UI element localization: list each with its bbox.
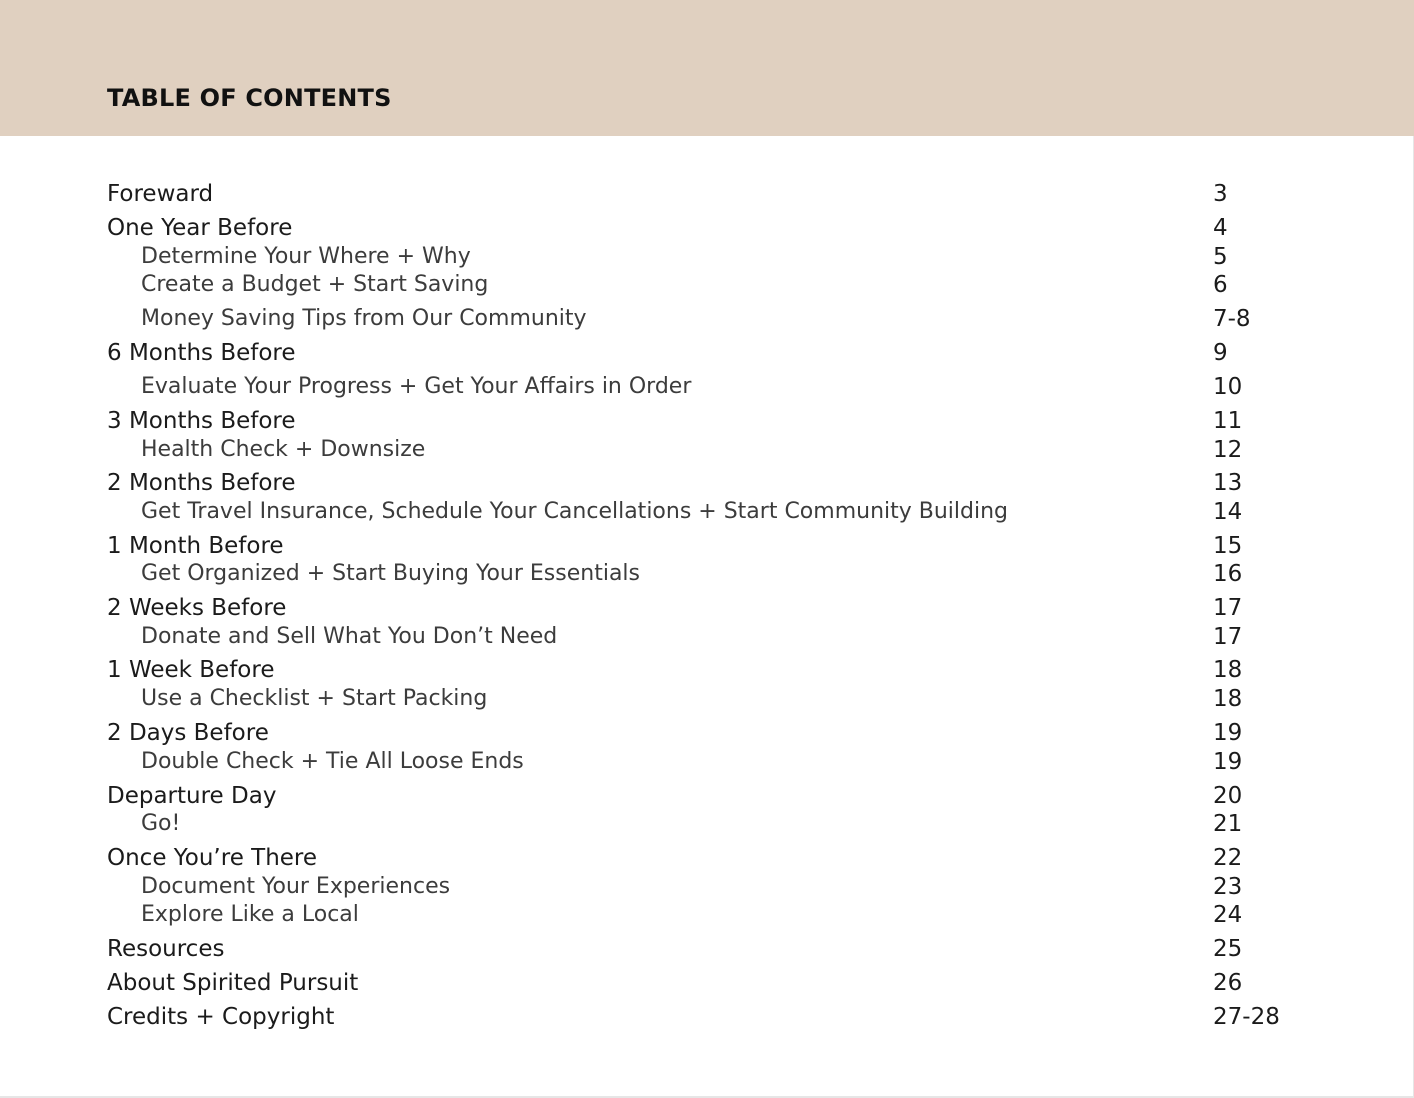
toc-entry-page: 26 (1213, 970, 1243, 996)
toc-entry-page: 25 (1213, 936, 1243, 962)
toc-subentry-page: 12 (1213, 437, 1243, 463)
toc-entry[interactable] (0, 968, 1414, 998)
toc-subentry-page: 16 (1213, 561, 1243, 587)
toc-subentry-page: 23 (1213, 874, 1243, 900)
toc-entry[interactable] (0, 655, 1414, 685)
toc-subentry-title: Go! (141, 811, 181, 836)
toc-subentry[interactable] (0, 559, 1414, 589)
toc-entry-page: 11 (1213, 408, 1243, 434)
toc-entry-title: 3 Months Before (107, 408, 296, 434)
toc-entry-title: One Year Before (107, 215, 293, 241)
toc-entry-title: 1 Month Before (107, 533, 284, 559)
toc-subentry-page: 17 (1213, 624, 1243, 650)
toc-entry-page: 15 (1213, 533, 1243, 559)
toc-entry-title: 6 Months Before (107, 340, 296, 366)
toc-subentry-page: 19 (1213, 749, 1243, 775)
toc-subentry-page: 10 (1213, 374, 1243, 400)
toc-subentry-page: 5 (1213, 244, 1228, 270)
toc-entry-title: 2 Weeks Before (107, 595, 287, 621)
toc-entry-page: 18 (1213, 657, 1243, 683)
toc-entry[interactable] (0, 781, 1414, 811)
toc-subentry-title: Health Check + Downsize (141, 437, 426, 462)
toc-entry[interactable] (0, 531, 1414, 561)
toc-subentry[interactable] (0, 435, 1414, 465)
toc-subentry[interactable] (0, 622, 1414, 652)
toc-entry-page: 3 (1213, 181, 1228, 207)
toc-subentry-page: 24 (1213, 902, 1243, 928)
toc-subentry-page: 6 (1213, 272, 1228, 298)
toc-entry-page: 27-28 (1213, 1004, 1280, 1030)
toc-entry-page: 4 (1213, 215, 1228, 241)
toc-subentry[interactable] (0, 372, 1414, 402)
toc-subentry-page: 7-8 (1213, 306, 1251, 332)
toc-subentry-title: Donate and Sell What You Don’t Need (141, 624, 558, 649)
toc-subentry[interactable] (0, 270, 1414, 300)
toc-entry-title: 2 Months Before (107, 470, 296, 496)
toc-entry[interactable] (0, 338, 1414, 368)
toc-subentry-title: Document Your Experiences (141, 874, 451, 899)
toc-subentry-title: Determine Your Where + Why (141, 244, 471, 269)
toc-entry-title: Once You’re There (107, 845, 318, 871)
toc-subentry-title: Money Saving Tips from Our Community (141, 306, 587, 331)
toc-entry-title: 2 Days Before (107, 720, 269, 746)
toc-entry-title: Resources (107, 936, 225, 962)
toc-entry-title: Departure Day (107, 783, 277, 809)
toc-entry-page: 9 (1213, 340, 1228, 366)
toc-entry-title: Foreward (107, 181, 214, 207)
toc-entry[interactable] (0, 934, 1414, 964)
toc-subentry-title: Double Check + Tie All Loose Ends (141, 749, 524, 774)
toc-entry[interactable] (0, 1002, 1414, 1032)
toc-subentry-page: 14 (1213, 499, 1243, 525)
toc-entry[interactable] (0, 843, 1414, 873)
toc-subentry-page: 21 (1213, 811, 1243, 837)
toc-entry-title: About Spirited Pursuit (107, 970, 359, 996)
toc-subentry[interactable] (0, 684, 1414, 714)
toc-subentry[interactable] (0, 900, 1414, 930)
toc-subentry-page: 18 (1213, 686, 1243, 712)
toc-entry-title: Credits + Copyright (107, 1004, 335, 1030)
toc-subentry[interactable] (0, 497, 1414, 527)
toc-entry[interactable] (0, 718, 1414, 748)
toc-subentry-title: Evaluate Your Progress + Get Your Affairs in Order (141, 374, 692, 399)
toc-entry[interactable] (0, 213, 1414, 243)
toc-subentry-title: Explore Like a Local (141, 902, 359, 927)
toc-entry[interactable] (0, 406, 1414, 436)
toc-entry[interactable] (0, 179, 1414, 209)
toc-entry[interactable] (0, 593, 1414, 623)
toc-entry[interactable] (0, 468, 1414, 498)
header-band (0, 0, 1414, 136)
toc-entry-page: 13 (1213, 470, 1243, 496)
toc-subentry[interactable] (0, 872, 1414, 902)
toc-entry-page: 17 (1213, 595, 1243, 621)
toc-entry-page: 20 (1213, 783, 1243, 809)
page-title: TABLE OF CONTENTS (107, 84, 392, 112)
toc-subentry-title: Use a Checklist + Start Packing (141, 686, 488, 711)
toc-subentry-title: Create a Budget + Start Saving (141, 272, 489, 297)
toc-entry-title: 1 Week Before (107, 657, 275, 683)
toc-subentry[interactable] (0, 304, 1414, 334)
toc-subentry[interactable] (0, 747, 1414, 777)
toc-subentry[interactable] (0, 242, 1414, 272)
toc-subentry[interactable] (0, 809, 1414, 839)
toc-subentry-title: Get Organized + Start Buying Your Essentials (141, 561, 641, 586)
toc-subentry-title: Get Travel Insurance, Schedule Your Cancellations + Start Community Building (141, 499, 1009, 524)
toc-entry-page: 19 (1213, 720, 1243, 746)
toc-entry-page: 22 (1213, 845, 1243, 871)
